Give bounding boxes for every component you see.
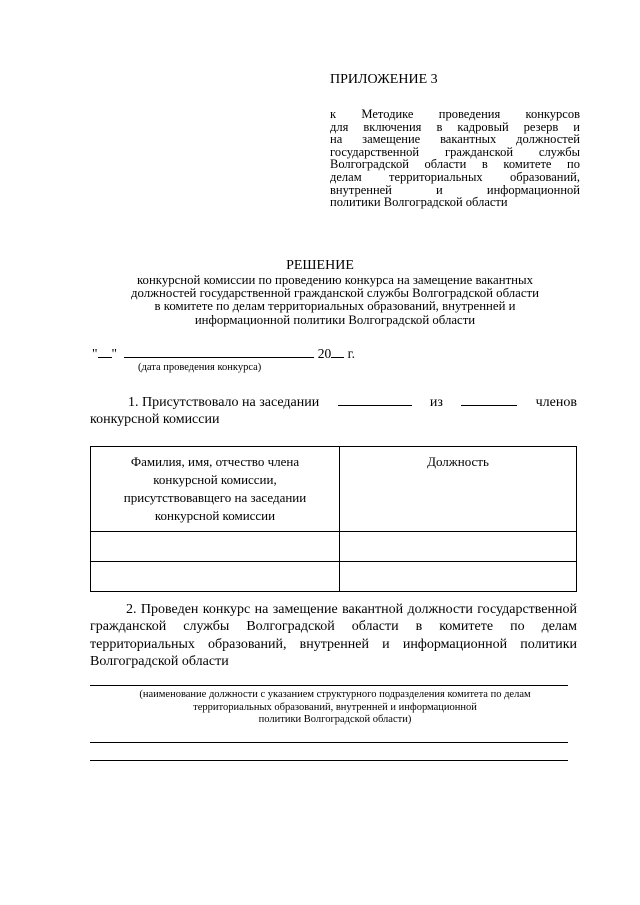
present-count-blank[interactable] <box>338 393 412 406</box>
blank-line[interactable] <box>90 760 568 761</box>
appendix-line: делам территориальных образований, <box>330 169 580 184</box>
position-hint-line: (наименование должности с указанием структурного подразделения комитета по делам <box>139 689 531 700</box>
attendance-line2: конкурсной комиссии <box>90 412 220 427</box>
year-suffix: г. <box>347 346 356 361</box>
date-line <box>92 345 355 362</box>
appendix-line: на замещение вакантных должностей <box>330 132 580 147</box>
appendix-line: политики Волгоградской области <box>330 195 508 210</box>
attendance-text: 1. Присутствовало на заседании <box>128 395 320 410</box>
header-position <box>340 447 577 532</box>
decision-title: РЕШЕНИЕ <box>286 258 354 273</box>
header-member-name-line: присутствовавщего на заседании <box>123 490 307 505</box>
position-hint-line: территориальных образований, внутренней и информационной <box>193 701 477 713</box>
paragraph-contest: 2. Проведен конкурс на замещение вакантной должности государственной гражданской службы Волгоградской области в комитете по делам территориальных образований, внутренней и информационной политики Волгоградской области <box>90 602 577 670</box>
attendance-members: членов <box>535 395 577 410</box>
month-blank[interactable] <box>124 345 314 358</box>
table-row <box>91 562 577 592</box>
decision-subtitle-line: информационной политики Волгоградской области <box>194 312 476 327</box>
quote-close: " <box>111 346 118 361</box>
table-header-row <box>91 447 577 532</box>
appendix-title: ПРИЛОЖЕНИЕ 3 <box>330 72 438 87</box>
appendix-line: внутренней и информационной <box>330 182 580 197</box>
position-hint-line: политики Волгоградской области) <box>258 714 412 725</box>
date-hint: (дата проведения конкурса) <box>138 362 262 373</box>
table-cell[interactable] <box>91 532 340 562</box>
header-position-label: Должность <box>427 454 489 469</box>
header-member-name-line: Фамилия, имя, отчество члена <box>130 454 300 469</box>
header-member-name <box>91 447 340 532</box>
day-blank[interactable] <box>98 345 112 358</box>
table-cell[interactable] <box>340 562 577 592</box>
appendix-line: государственной гражданской службы <box>330 144 580 159</box>
blank-line[interactable] <box>90 742 568 743</box>
position-hint <box>100 689 570 727</box>
decision-subtitle-line: должностей государственной гражданской службы Волгоградской области <box>131 286 539 301</box>
table-cell[interactable] <box>91 562 340 592</box>
total-count-blank[interactable] <box>461 393 517 406</box>
year-prefix: 20 <box>317 346 332 361</box>
appendix-text <box>330 108 580 209</box>
quote-open: " <box>92 346 98 361</box>
decision-subtitle-line: конкурсной комиссии по проведению конкурса на замещение вакантных <box>136 273 533 287</box>
table-row <box>91 532 577 562</box>
decision-subtitle-line: в комитете по делам территориальных образований, внутренней и <box>154 299 516 314</box>
header-member-name-line: конкурсной комиссии, <box>153 472 277 487</box>
members-table <box>90 446 577 592</box>
appendix-line: Волгоградской области в комитете по <box>330 157 580 172</box>
table-cell[interactable] <box>340 532 577 562</box>
year-blank[interactable] <box>331 345 344 358</box>
decision-subtitle <box>85 274 585 327</box>
appendix-line: для включения в кадровый резерв и <box>330 119 580 134</box>
attendance-from: из <box>429 395 443 410</box>
paragraph-attendance <box>90 393 577 428</box>
appendix-line: к Методике проведения конкурсов <box>330 107 580 121</box>
header-member-name-line: конкурсной комиссии <box>154 508 276 523</box>
position-line[interactable] <box>90 685 568 686</box>
